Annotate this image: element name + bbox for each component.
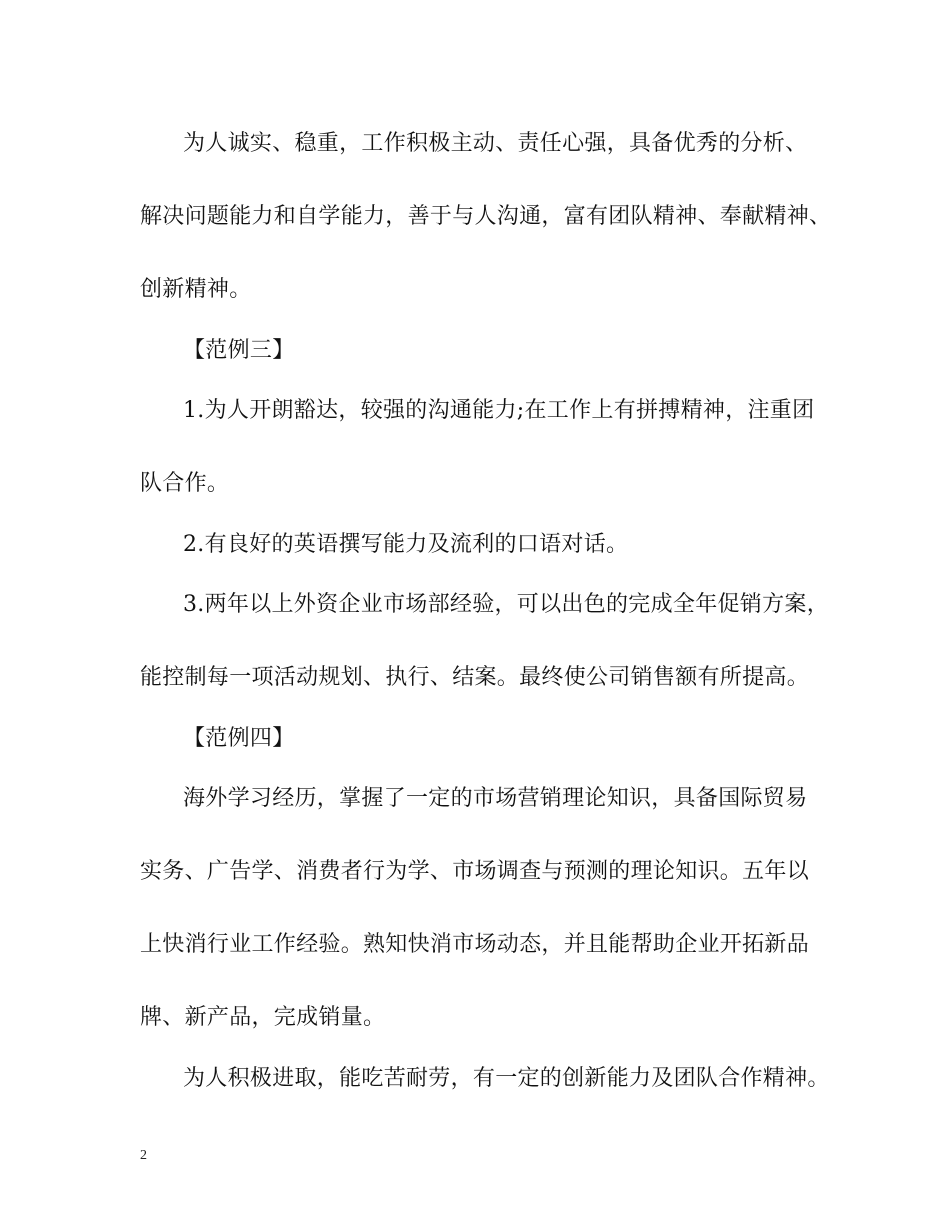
page-number: 2 — [140, 1148, 147, 1163]
list-item-3-line-2: 能控制每一项活动规划、执行、结案。最终使公司销售额有所提高。 — [140, 665, 810, 690]
paragraph-line-1: 为人诚实、稳重，工作积极主动、责任心强，具备优秀的分析、 — [183, 131, 808, 156]
section-heading-example-4: 【范例四】 — [183, 726, 295, 751]
list-item-3-line-1: 3.两年以上外资企业市场部经验，可以出色的完成全年促销方案， — [183, 592, 829, 617]
paragraph-line-4: 海外学习经历，掌握了一定的市场营销理论知识，具备国际贸易 — [183, 786, 808, 811]
paragraph-line-5: 实务、广告学、消费者行为学、市场调查与预测的理论知识。五年以 — [140, 859, 810, 884]
list-item-1-line-1: 1.为人开朗豁达，较强的沟通能力;在工作上有拼搏精神，注重团 — [183, 398, 815, 423]
paragraph-line-3: 创新精神。 — [140, 277, 252, 302]
paragraph-line-2: 解决问题能力和自学能力，善于与人沟通，富有团队精神、奉献精神、 — [140, 204, 832, 229]
paragraph-line-7: 牌、新产品，完成销量。 — [140, 1005, 386, 1030]
section-heading-example-3: 【范例三】 — [183, 338, 295, 363]
paragraph-line-8: 为人积极进取，能吃苦耐劳，有一定的创新能力及团队合作精神。 — [183, 1066, 830, 1091]
paragraph-line-6: 上快消行业工作经验。熟知快消市场动态，并且能帮助企业开拓新品 — [140, 932, 810, 957]
list-item-2: 2.有良好的英语撰写能力及流利的口语对话。 — [183, 532, 629, 557]
list-item-1-line-2: 队合作。 — [140, 471, 230, 496]
